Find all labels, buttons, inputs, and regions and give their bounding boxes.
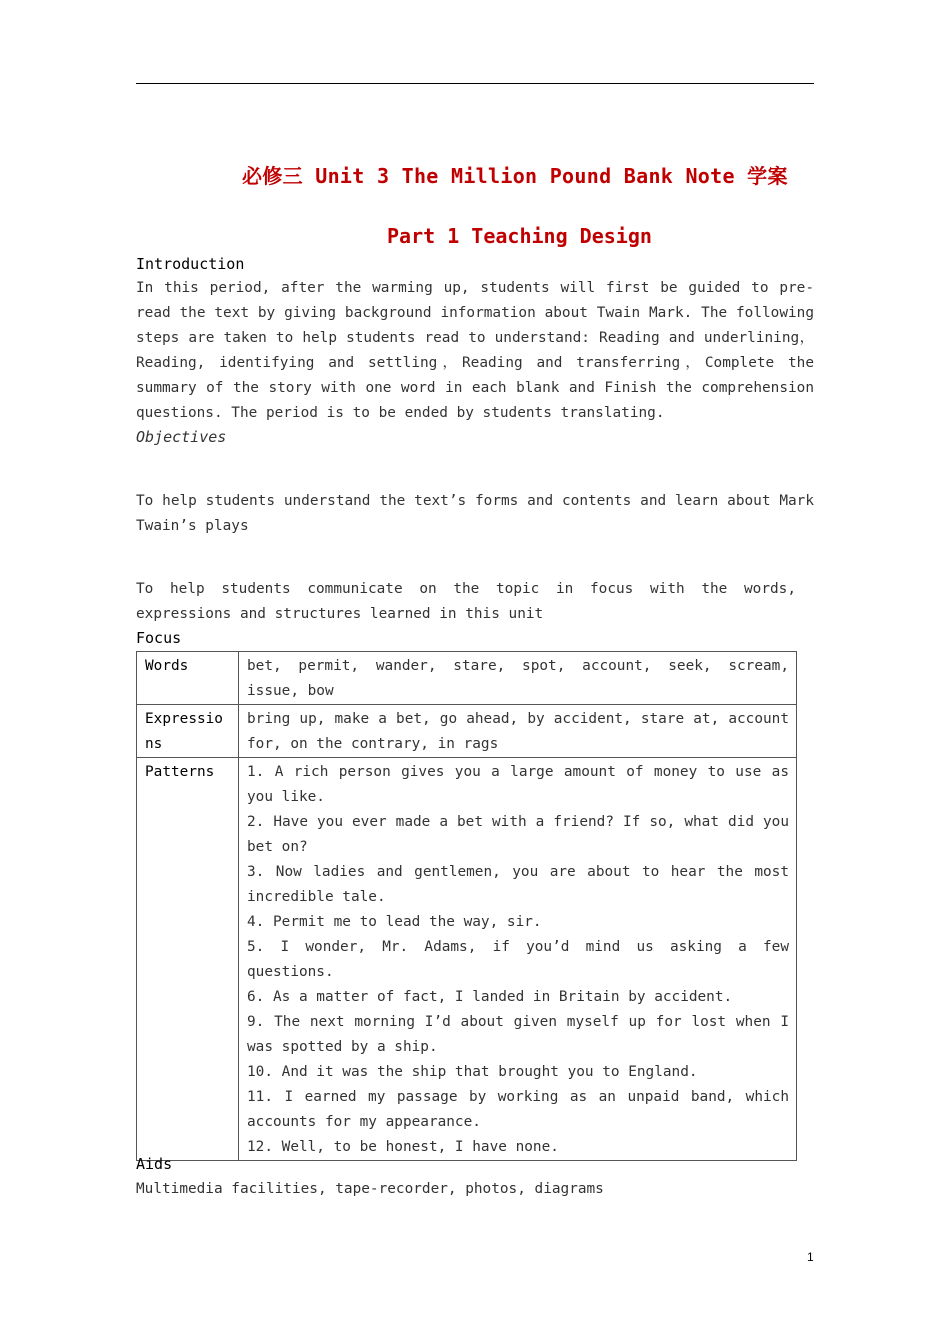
- objective-item-1: To help students understand the text’s forms and contents and learn about Mark Twain’s plays: [136, 493, 814, 534]
- aids-text: Multimedia facilities, tape-recorder, photos, diagrams: [136, 1181, 604, 1197]
- pattern-item: 6. As a matter of fact, I landed in Britain by accident.: [247, 989, 733, 1005]
- table-row: [137, 705, 797, 758]
- patterns-cell: [239, 758, 797, 1161]
- pattern-item: 11. I earned my passage by working as an unpaid band, which accounts for my appearance.: [247, 1089, 789, 1130]
- words-header: Words: [137, 652, 239, 705]
- table-row: [137, 652, 797, 705]
- document-title: 必修三 Unit 3 The Million Pound Bank Note 学案: [242, 164, 788, 188]
- expressions-header: Expressions: [137, 705, 239, 758]
- aids-heading: Aids: [136, 1155, 173, 1173]
- patterns-header: Patterns: [137, 758, 239, 1161]
- page-number: 1: [807, 1250, 814, 1264]
- focus-table: [136, 651, 797, 1161]
- pattern-item: 2. Have you ever made a bet with a friend? If so, what did you bet on?: [247, 814, 789, 855]
- header-rule: [136, 83, 814, 84]
- pattern-item: 5. I wonder, Mr. Adams, if you’d mind us asking a few questions.: [247, 939, 789, 980]
- pattern-item: 4. Permit me to lead the way, sir.: [247, 914, 542, 930]
- pattern-item: 12. Well, to be honest, I have none.: [247, 1139, 559, 1155]
- pattern-item: 3. Now ladies and gentlemen, you are about to hear the most incredible tale.: [247, 864, 789, 905]
- objectives-heading: Objectives: [136, 428, 227, 446]
- objective-item-2: To help students communicate on the topic in focus with the words, expressions and structures learned in this unit: [136, 581, 796, 622]
- pattern-item: 10. And it was the ship that brought you to England.: [247, 1064, 698, 1080]
- introduction-text: In this period, after the warming up, students will first be guided to pre-read the text by giving background information about Twain Mark. The following steps are taken to help students read to understand: Reading and underlining，Reading, identifying and settling，Reading and transferring，Complete the summary of the story with one word in each blank and Finish the comprehension questions. The period is to be ended by students translating.: [136, 280, 814, 421]
- focus-heading: Focus: [136, 629, 182, 647]
- table-row: [137, 758, 797, 1161]
- section-title: Part 1 Teaching Design: [387, 224, 652, 248]
- pattern-item: 1. A rich person gives you a large amount of money to use as you like.: [247, 764, 789, 805]
- pattern-item: 9. The next morning I’d about given myself up for lost when I was spotted by a ship.: [247, 1014, 789, 1055]
- expressions-cell: bring up, make a bet, go ahead, by accident, stare at, account for, on the contrary, in rags: [239, 705, 797, 758]
- words-cell: bet, permit, wander, stare, spot, account, seek, scream, issue, bow: [239, 652, 797, 705]
- introduction-heading: Introduction: [136, 255, 245, 273]
